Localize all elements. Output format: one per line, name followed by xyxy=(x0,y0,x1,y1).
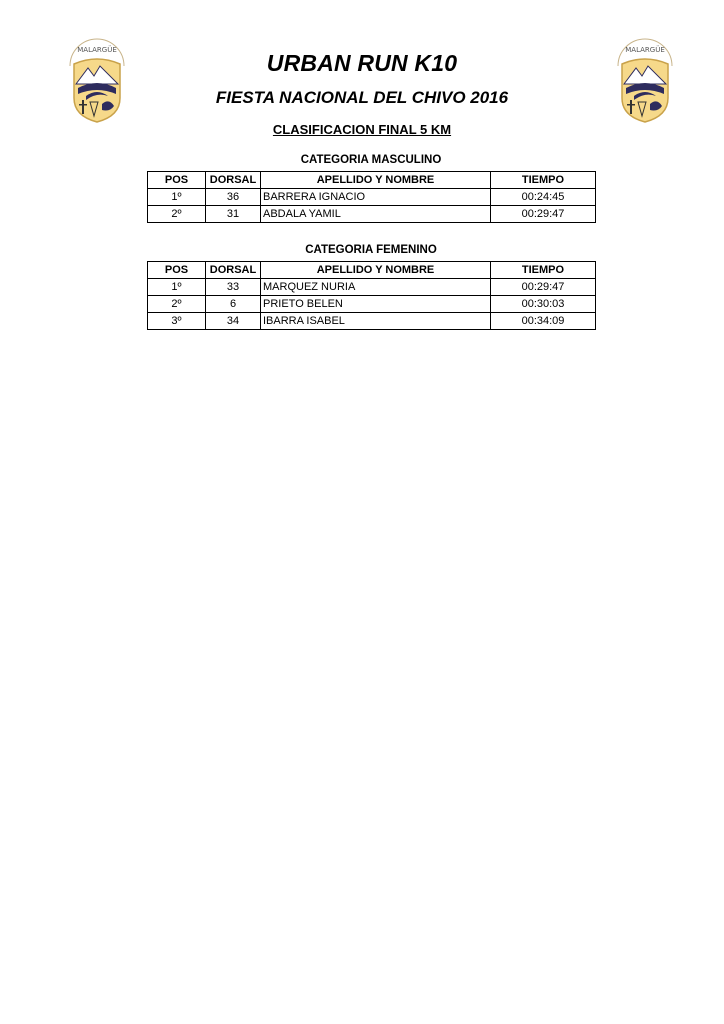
results-table-femenino xyxy=(147,261,596,330)
cell-name: PRIETO BELEN xyxy=(261,296,491,313)
col-header-pos: POS xyxy=(148,262,206,279)
cell-dorsal: 36 xyxy=(206,189,261,206)
cell-pos: 1º xyxy=(148,279,206,296)
svg-text:MALARGÜE: MALARGÜE xyxy=(625,46,665,54)
cell-dorsal: 33 xyxy=(206,279,261,296)
cell-time: 00:29:47 xyxy=(491,279,596,296)
cell-pos: 2º xyxy=(148,206,206,223)
cell-dorsal: 34 xyxy=(206,313,261,330)
cell-name: MARQUEZ NURIA xyxy=(261,279,491,296)
table-header-row xyxy=(148,262,596,279)
cell-time: 00:29:47 xyxy=(491,206,596,223)
document-subtitle: FIESTA NACIONAL DEL CHIVO 2016 xyxy=(215,88,509,107)
cell-pos: 3º xyxy=(148,313,206,330)
col-header-name: APELLIDO Y NOMBRE xyxy=(261,262,491,279)
cell-dorsal: 6 xyxy=(206,296,261,313)
col-header-dorsal: DORSAL xyxy=(206,262,261,279)
table-row xyxy=(148,189,596,206)
cell-time: 00:30:03 xyxy=(491,296,596,313)
col-header-time: TIEMPO xyxy=(491,262,596,279)
col-header-dorsal: DORSAL xyxy=(206,172,261,189)
category-femenino-title: CATEGORIA FEMENINO xyxy=(305,244,437,256)
category-masculino-title: CATEGORIA MASCULINO xyxy=(300,154,442,166)
table-row xyxy=(148,296,596,313)
table-header-row xyxy=(148,172,596,189)
col-header-time: TIEMPO xyxy=(491,172,596,189)
cell-name: IBARRA ISABEL xyxy=(261,313,491,330)
col-header-pos: POS xyxy=(148,172,206,189)
cell-pos: 1º xyxy=(148,189,206,206)
cell-time: 00:24:45 xyxy=(491,189,596,206)
table-row xyxy=(148,313,596,330)
table-row xyxy=(148,206,596,223)
table-row xyxy=(148,279,596,296)
cell-time: 00:34:09 xyxy=(491,313,596,330)
results-heading: CLASIFICACION FINAL 5 KM xyxy=(272,122,452,137)
svg-text:MALARGÜE: MALARGÜE xyxy=(77,46,117,54)
col-header-name: APELLIDO Y NOMBRE xyxy=(261,172,491,189)
cell-pos: 2º xyxy=(148,296,206,313)
cell-dorsal: 31 xyxy=(206,206,261,223)
results-table-masculino xyxy=(147,171,596,223)
cell-name: ABDALA YAMIL xyxy=(261,206,491,223)
cell-name: BARRERA IGNACIO xyxy=(261,189,491,206)
document-title: URBAN RUN K10 xyxy=(266,50,458,76)
